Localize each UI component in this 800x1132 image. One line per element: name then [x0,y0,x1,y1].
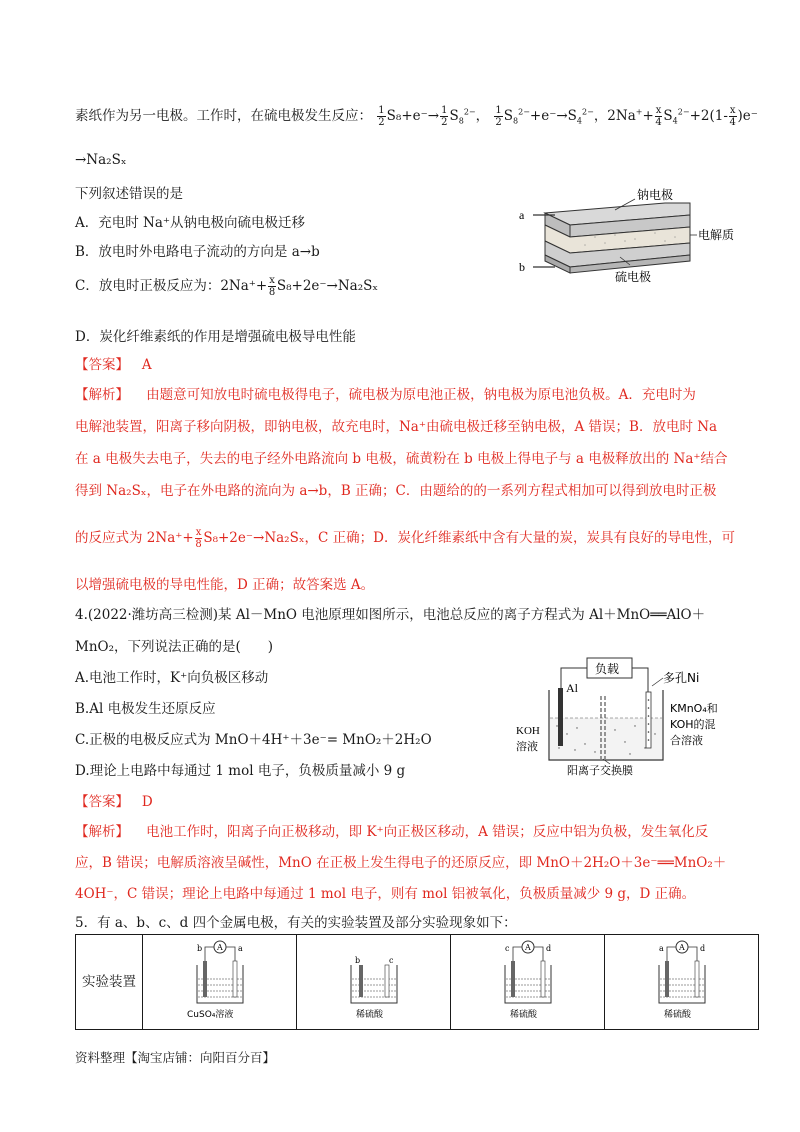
solution-label: CuSO₄溶液 [186,1010,233,1020]
beaker-setup-4 [637,937,727,1023]
svg-text:d: d [699,944,705,953]
fraction-half: $\frac{1}{2}$ [378,105,385,128]
question-4-option-b: B.Al 电极发生还原反应 [75,701,216,717]
svg-text:c: c [388,956,393,965]
svg-text:a: a [237,944,243,953]
fraction-half: $\frac{1}{2}$ [495,105,502,128]
experiment-table [75,934,759,1030]
page-footer: 资料整理【淘宝店铺：向阳百分百】 [75,1050,276,1065]
battery-diagram [515,185,765,285]
label-sulfur-electrode: 硫电极 [615,270,652,284]
solution-label: 稀硫酸 [355,1010,383,1020]
analysis-3-line-2: 电解池装置，阳离子移向阴极，即钠电极，故充电时，Na⁺由硫电极迁移至钠电极，A 错误；B．放电时 Na [75,419,718,435]
table-row [76,935,759,1030]
question-4-option-a: A.电池工作时，K⁺向负极区移动 [75,670,269,686]
question-4-option-d: D.理论上电路中每通过 1 mol 电子，负极质量减小 9 g [75,763,406,779]
svg-text:d: d [545,944,551,953]
koh-solution-label: 溶液 [516,740,538,753]
fraction-x-over-4: $\frac{x}{4}$ [729,105,736,128]
analysis-3-line-4: 得到 Na₂Sₓ，电子在外电路的流向为 a→b，B 正确；C．由题给的的一系列方程式相加可以得到放电时正极 [75,483,717,499]
fraction-half: $\frac{1}{2}$ [441,105,448,128]
svg-text:a: a [658,944,664,953]
answer-4: 【答案】 D [75,794,153,810]
table-header-cell: 实验装置 [76,935,143,1030]
label-sodium-electrode: 钠电极 [637,188,674,202]
svg-text:c: c [504,944,509,953]
fraction-x-over-8: $\frac{x}{8}$ [195,527,202,550]
beaker-setup-3 [483,937,573,1023]
analysis-3-line-6: 以增强硫电极的导电性能，D 正确；故答案选 A。 [75,577,375,593]
fraction-x-over-8: $\frac{x}{8}$ [268,275,276,298]
kmno4-label-2: KOH的混 [670,718,716,731]
label-b: b [519,260,525,274]
koh-label: KOH [516,725,540,737]
al-electrode [558,688,563,746]
battery-diagram-figure [515,185,765,285]
svg-text:A: A [524,943,531,952]
analysis-4-line-3: 4OH⁻，C 错误；理论上电路中每通过 1 mol 电子，则有 mol 铝被氧化，负极质量减少 9 g，D 正确。 [75,886,696,902]
beaker-setup-2 [329,937,419,1023]
beaker-setup-1 [175,937,265,1023]
question-stem: 下列叙述错误的是 [75,186,183,202]
apparatus-cell-3 [451,935,605,1030]
apparatus-cell-4 [605,935,759,1030]
analysis-3-line-5: 的反应式为 2Na⁺+ $\frac{x}{8}$ S₈+2e⁻→Na₂Sₓ，C 正确；D．炭化纤维素纸中含有大量的炭，炭具有良好的导电性，可 [75,527,736,550]
al-mno-cell-diagram [515,652,765,777]
svg-text:A: A [216,943,223,952]
svg-text:A: A [678,943,685,952]
porous-ni-label: 多孔Ni [663,671,700,685]
question-4-line-1: 4.(2022·潍坊高三检测)某 Al－MnO 电池原理如图所示，电池总反应的离子方程式为 Al＋MnO══AlO＋ [75,607,706,623]
option-b: B．放电时外电路电子流动的方向是 a→b [75,244,320,260]
analysis-3-line-3: 在 a 电极失去电子，失去的电子经外电路流向 b 电极，硫黄粉在 b 电极上得电子与 a 电极释放出的 Na⁺结合 [75,451,728,467]
kmno4-label-1: KMnO₄和 [670,702,718,715]
load-label: 负载 [595,662,620,676]
kmno4-label-3: 合溶液 [670,734,703,747]
text-line-1: 素纸作为另一电极。工作时，在硫电极发生反应： $\frac{1}{2}$ S₈+e⁻→ $\frac{1}{2}$ $S_8^{2-}$， $\frac{1}{2}$ $S_8^{2-}+e^-\to S_4^{2-}$，2Na++ $\frac{x}{4}$ $S_4^{2-}+2(1-$ $\frac{x}{4}$ )e⁻ [75,105,758,128]
question-5: 5．有 a、b、c、d 四个金属电极，有关的实验装置及部分实验现象如下： [75,915,517,931]
text-line-2: →Na₂Sₓ [75,152,127,168]
solution-label: 稀硫酸 [509,1010,537,1020]
analysis-4-line-2: 应，B 错误；电解质溶液呈碱性，MnO 在正极上发生得电子的还原反应，即 MnO＋2H₂O＋3e⁻══MnO₂＋ [75,855,727,871]
al-label: Al [566,681,578,695]
option-c: C．放电时正极反应为：2Na⁺+ $\frac{x}{8}$ S₈+2e⁻→Na₂Sₓ [75,275,379,298]
label-a: a [519,208,525,222]
option-d: D．炭化纤维素纸的作用是增强硫电极导电性能 [75,329,356,345]
question-4-option-c: C.正极的电极反应式为 MnO＋4H⁺＋3e⁻= MnO₂＋2H₂O [75,732,432,748]
label-electrolyte: 电解质 [698,228,735,242]
fraction-x-over-4: $\frac{x}{4}$ [655,105,662,128]
svg-text:b: b [196,944,202,953]
svg-text:b: b [354,956,360,965]
analysis-4-line-1: 【解析】 电池工作时，阳离子向正极移动，即 K⁺向正极区移动，A 错误；反应中铝为负极，发生氧化反 [75,824,709,840]
question-4-line-2: MnO₂，下列说法正确的是( ) [75,639,274,655]
al-mno-cell-figure [515,652,765,777]
membrane-label: 阳离子交换膜 [567,764,633,777]
analysis-3-line-1: 【解析】 由题意可知放电时硫电极得电子，硫电极为原电池正极，钠电极为原电池负极。A．充电时为 [75,387,696,403]
option-a: A．充电时 Na⁺从钠电极向硫电极迁移 [75,215,306,231]
apparatus-cell-1 [143,935,297,1030]
answer-3: 【答案】 A [75,357,152,373]
apparatus-cell-2 [297,935,451,1030]
solution-label: 稀硫酸 [663,1010,691,1020]
